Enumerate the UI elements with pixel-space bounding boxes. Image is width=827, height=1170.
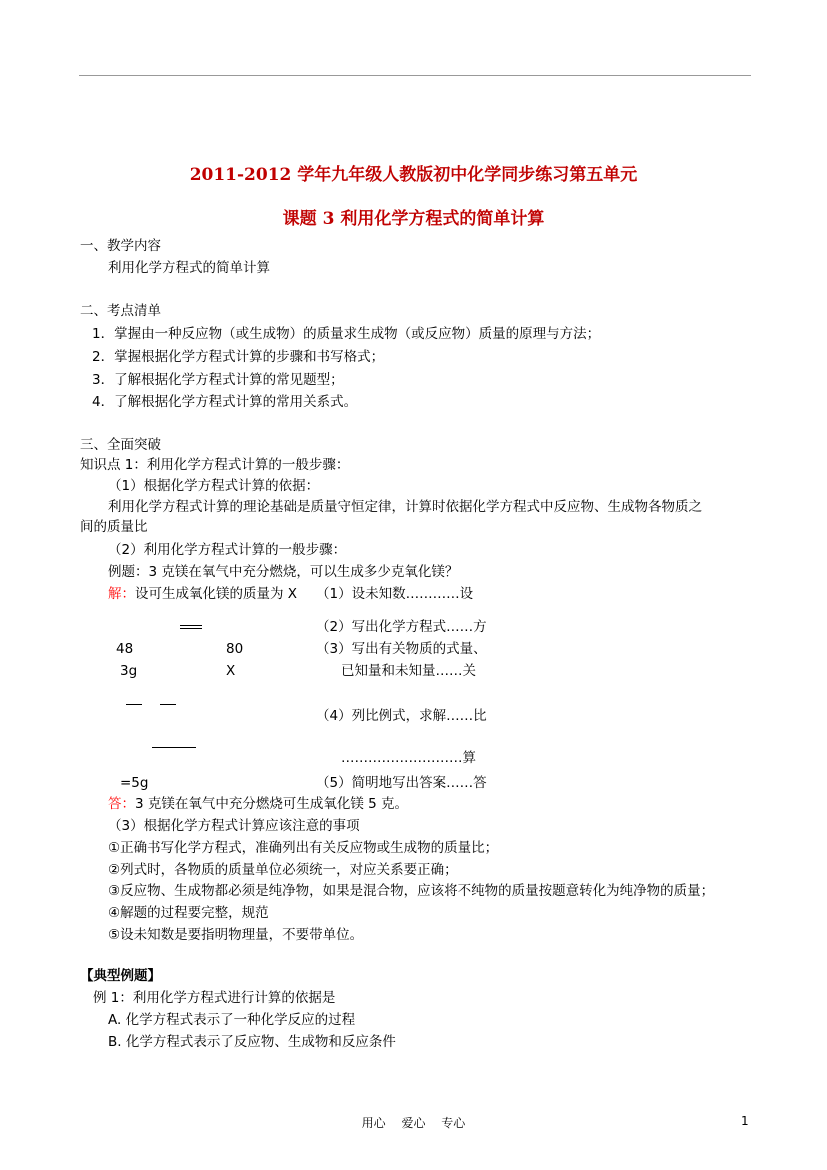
page-footer: 用心 爱心 专心	[361, 1116, 466, 1130]
step-4: （4）列比例式，求解……比	[316, 708, 487, 724]
known-mass: 3g	[120, 663, 138, 679]
step-3-cont: 已知量和未知量……关	[341, 663, 476, 679]
note-item: ④解题的过程要完整，规范	[108, 905, 269, 921]
list-item: 4．了解根据化学方程式计算的常用关系式。	[92, 394, 358, 410]
subsection-1-text-cont: 间的质量比	[80, 519, 148, 535]
option-a: A. 化学方程式表示了一种化学反应的过程	[108, 1012, 356, 1028]
list-item: 1．掌握由一种反应物（或生成物）的质量求生成物（或反应物）质量的原理与方法；	[92, 326, 601, 342]
subsection-2-title: （2）利用化学方程式计算的一般步骤：	[108, 542, 347, 558]
note-item: ⑤设未知数是要指明物理量，不要带单位。	[108, 927, 364, 943]
fraction-bar-solution	[152, 747, 196, 748]
fraction-bar-left	[126, 704, 142, 705]
step-5: （5）简明地写出答案……答	[316, 775, 487, 791]
subsection-1-text: 利用化学方程式计算的理论基础是质量守恒定律，计算时依据化学方程式中反应物、生成物各物质之	[108, 499, 702, 515]
step-calculate: ………………………算	[341, 750, 476, 766]
section-3-heading: 三、全面突破	[80, 437, 161, 453]
note-item: ②列式时，各物质的质量单位必须统一，对应关系要正确；	[108, 862, 458, 878]
option-b: B. 化学方程式表示了反应物、生成物和反应条件	[108, 1034, 396, 1050]
answer-line	[108, 796, 408, 813]
list-item: 3．了解根据化学方程式计算的常见题型；	[92, 372, 344, 388]
solve-line	[108, 586, 297, 603]
header-rule	[79, 75, 751, 76]
page-number: 1	[741, 1114, 749, 1128]
formula-mass-mgo: 80	[226, 641, 244, 657]
example-question: 例题：3 克镁在氧气中充分燃烧，可以生成多少克氧化镁？	[108, 564, 459, 580]
answer-text: 3 克镁在氧气中充分燃烧可生成氧化镁 5 克。	[135, 796, 409, 812]
section-1-heading: 一、教学内容	[80, 238, 161, 254]
answer-label: 答：	[108, 796, 135, 812]
section-2-heading: 二、考点清单	[80, 303, 161, 319]
unknown-mass: X	[226, 663, 236, 679]
equation-arrow-bottom	[180, 628, 202, 629]
section-1-text: 利用化学方程式的简单计算	[108, 260, 270, 276]
solve-text: 设可生成氧化镁的质量为 X	[135, 586, 298, 602]
solve-label: 解：	[108, 586, 135, 602]
fraction-bar-right	[160, 704, 176, 705]
note-item: ③反应物、生成物都必须是纯净物，如果是混合物，应该将不纯物的质量按题意转化为纯净物的质量；	[108, 883, 715, 899]
examples-heading: 【典型例题】	[80, 968, 161, 984]
example-1-question: 例 1：利用化学方程式进行计算的依据是	[93, 990, 336, 1006]
list-item: 2．掌握根据化学方程式计算的步骤和书写格式；	[92, 349, 385, 365]
subsection-3-title: （3）根据化学方程式计算应该注意的事项	[108, 818, 360, 834]
document-title: 2011-2012 学年九年级人教版初中化学同步练习第五单元	[189, 165, 638, 185]
note-item: ①正确书写化学方程式，准确列出有关反应物或生成物的质量比；	[108, 840, 499, 856]
formula-mass-mg: 48	[116, 641, 134, 657]
subsection-1-title: （1）根据化学方程式计算的依据：	[108, 478, 320, 494]
document-subtitle: 课题 3 利用化学方程式的简单计算	[282, 209, 545, 229]
step-2: （2）写出化学方程式……方	[316, 619, 487, 635]
step-1: （1）设未知数…………设	[316, 586, 474, 602]
step-3: （3）写出有关物质的式量、	[316, 641, 487, 657]
result: =5g	[120, 775, 149, 791]
equation-arrow-top	[180, 625, 202, 626]
knowledge-point-1: 知识点 1：利用化学方程式计算的一般步骤：	[80, 457, 350, 473]
